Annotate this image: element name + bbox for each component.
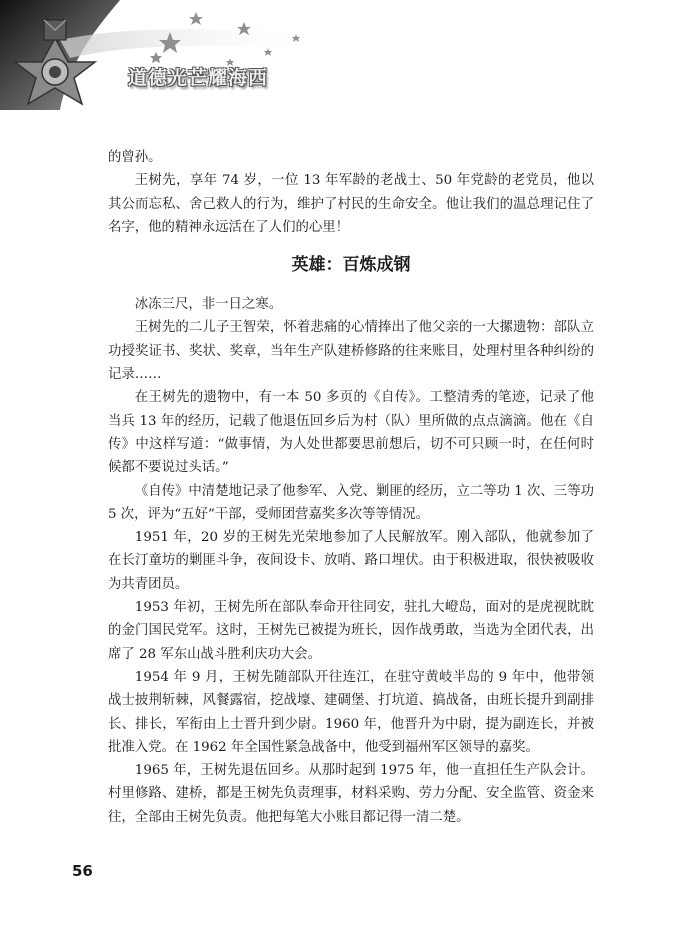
page-body — [108, 146, 594, 829]
paragraph: 《自传》中清楚地记录了他参军、入党、剿匪的经历，立二等功 1 次、三等功 5 次，评为“五好”干部，受师团营嘉奖多次等等情况。 — [108, 483, 594, 522]
paragraph: 在王树先的遗物中，有一本 50 多页的《自传》。工整清秀的笔迹，记录了他当兵 13 年的经历，记载了他退伍回乡后为村（队）里所做的点点滴滴。他在《自传》中这样写道：“做事情，为人处世都要思前想后，切不可只顾一时，在任何时候都不要说过头话。” — [108, 390, 594, 476]
paragraph: 1965 年，王树先退伍回乡。从那时起到 1975 年，他一直担任生产队会计。村里修路、建桥，都是王树先负责理事，材料采购、劳力分配、安全监管、资金来往，全部由王树先负责。他把每笔大小账目都记得一清二楚。 — [108, 763, 594, 825]
series-title: 道德光芒耀海西 — [128, 67, 269, 89]
paragraph: 1951 年，20 岁的王树先光荣地参加了人民解放军。刚入部队，他就参加了在长汀童坊的剿匪斗争，夜间设卡、放哨、路口埋伏。由于积极进取，很快被吸收为共青团员。 — [108, 530, 594, 592]
section-heading: 英雄：百炼成钢 — [291, 255, 411, 276]
paragraph: 王树先，享年 74 岁，一位 13 年军龄的老战士、50 年党龄的老党员，他以其公而忘私、舍己救人的行为，维护了村民的生命安全。他让我们的温总理记住了名字，他的精神永远活在了人们的心里！ — [108, 173, 594, 235]
paragraph: 王树先的二儿子王智荣，怀着悲痛的心情捧出了他父亲的一大摞遗物：部队立功授奖证书、奖状、奖章，当年生产队建桥修路的往来账目，处理村里各种纠纷的记录…… — [108, 320, 594, 383]
paragraph: 1953 年初，王树先所在部队奉命开往同安，驻扎大嶝岛，面对的是虎视眈眈的金门国民党军。这时，王树先已被提为班长，因作战勇敢，当选为全团代表，出席了 28 军东山战斗胜利庆功大会。 — [108, 600, 594, 662]
page-header — [0, 0, 677, 130]
paragraph: 的曾孙。 — [108, 150, 162, 165]
page-number: 56 — [72, 862, 93, 880]
paragraph: 冰冻三尺，非一日之寒。 — [134, 297, 283, 313]
header-decoration — [0, 0, 677, 130]
paragraph: 1954 年 9 月，王树先随部队开往连江，在驻守黄岐半岛的 9 年中，他带领战士披荆斩棘，风餐露宿，挖战壕、建碉堡、打坑道、搞战备，由班长提升到副排长、排长，军衔由上士晋升到少尉。1960 年，他晋升为中尉，提为副连长，并被批准入党。在 1962 年全国性紧急战备中，他受到福州军区领导的嘉奖。 — [108, 669, 594, 755]
